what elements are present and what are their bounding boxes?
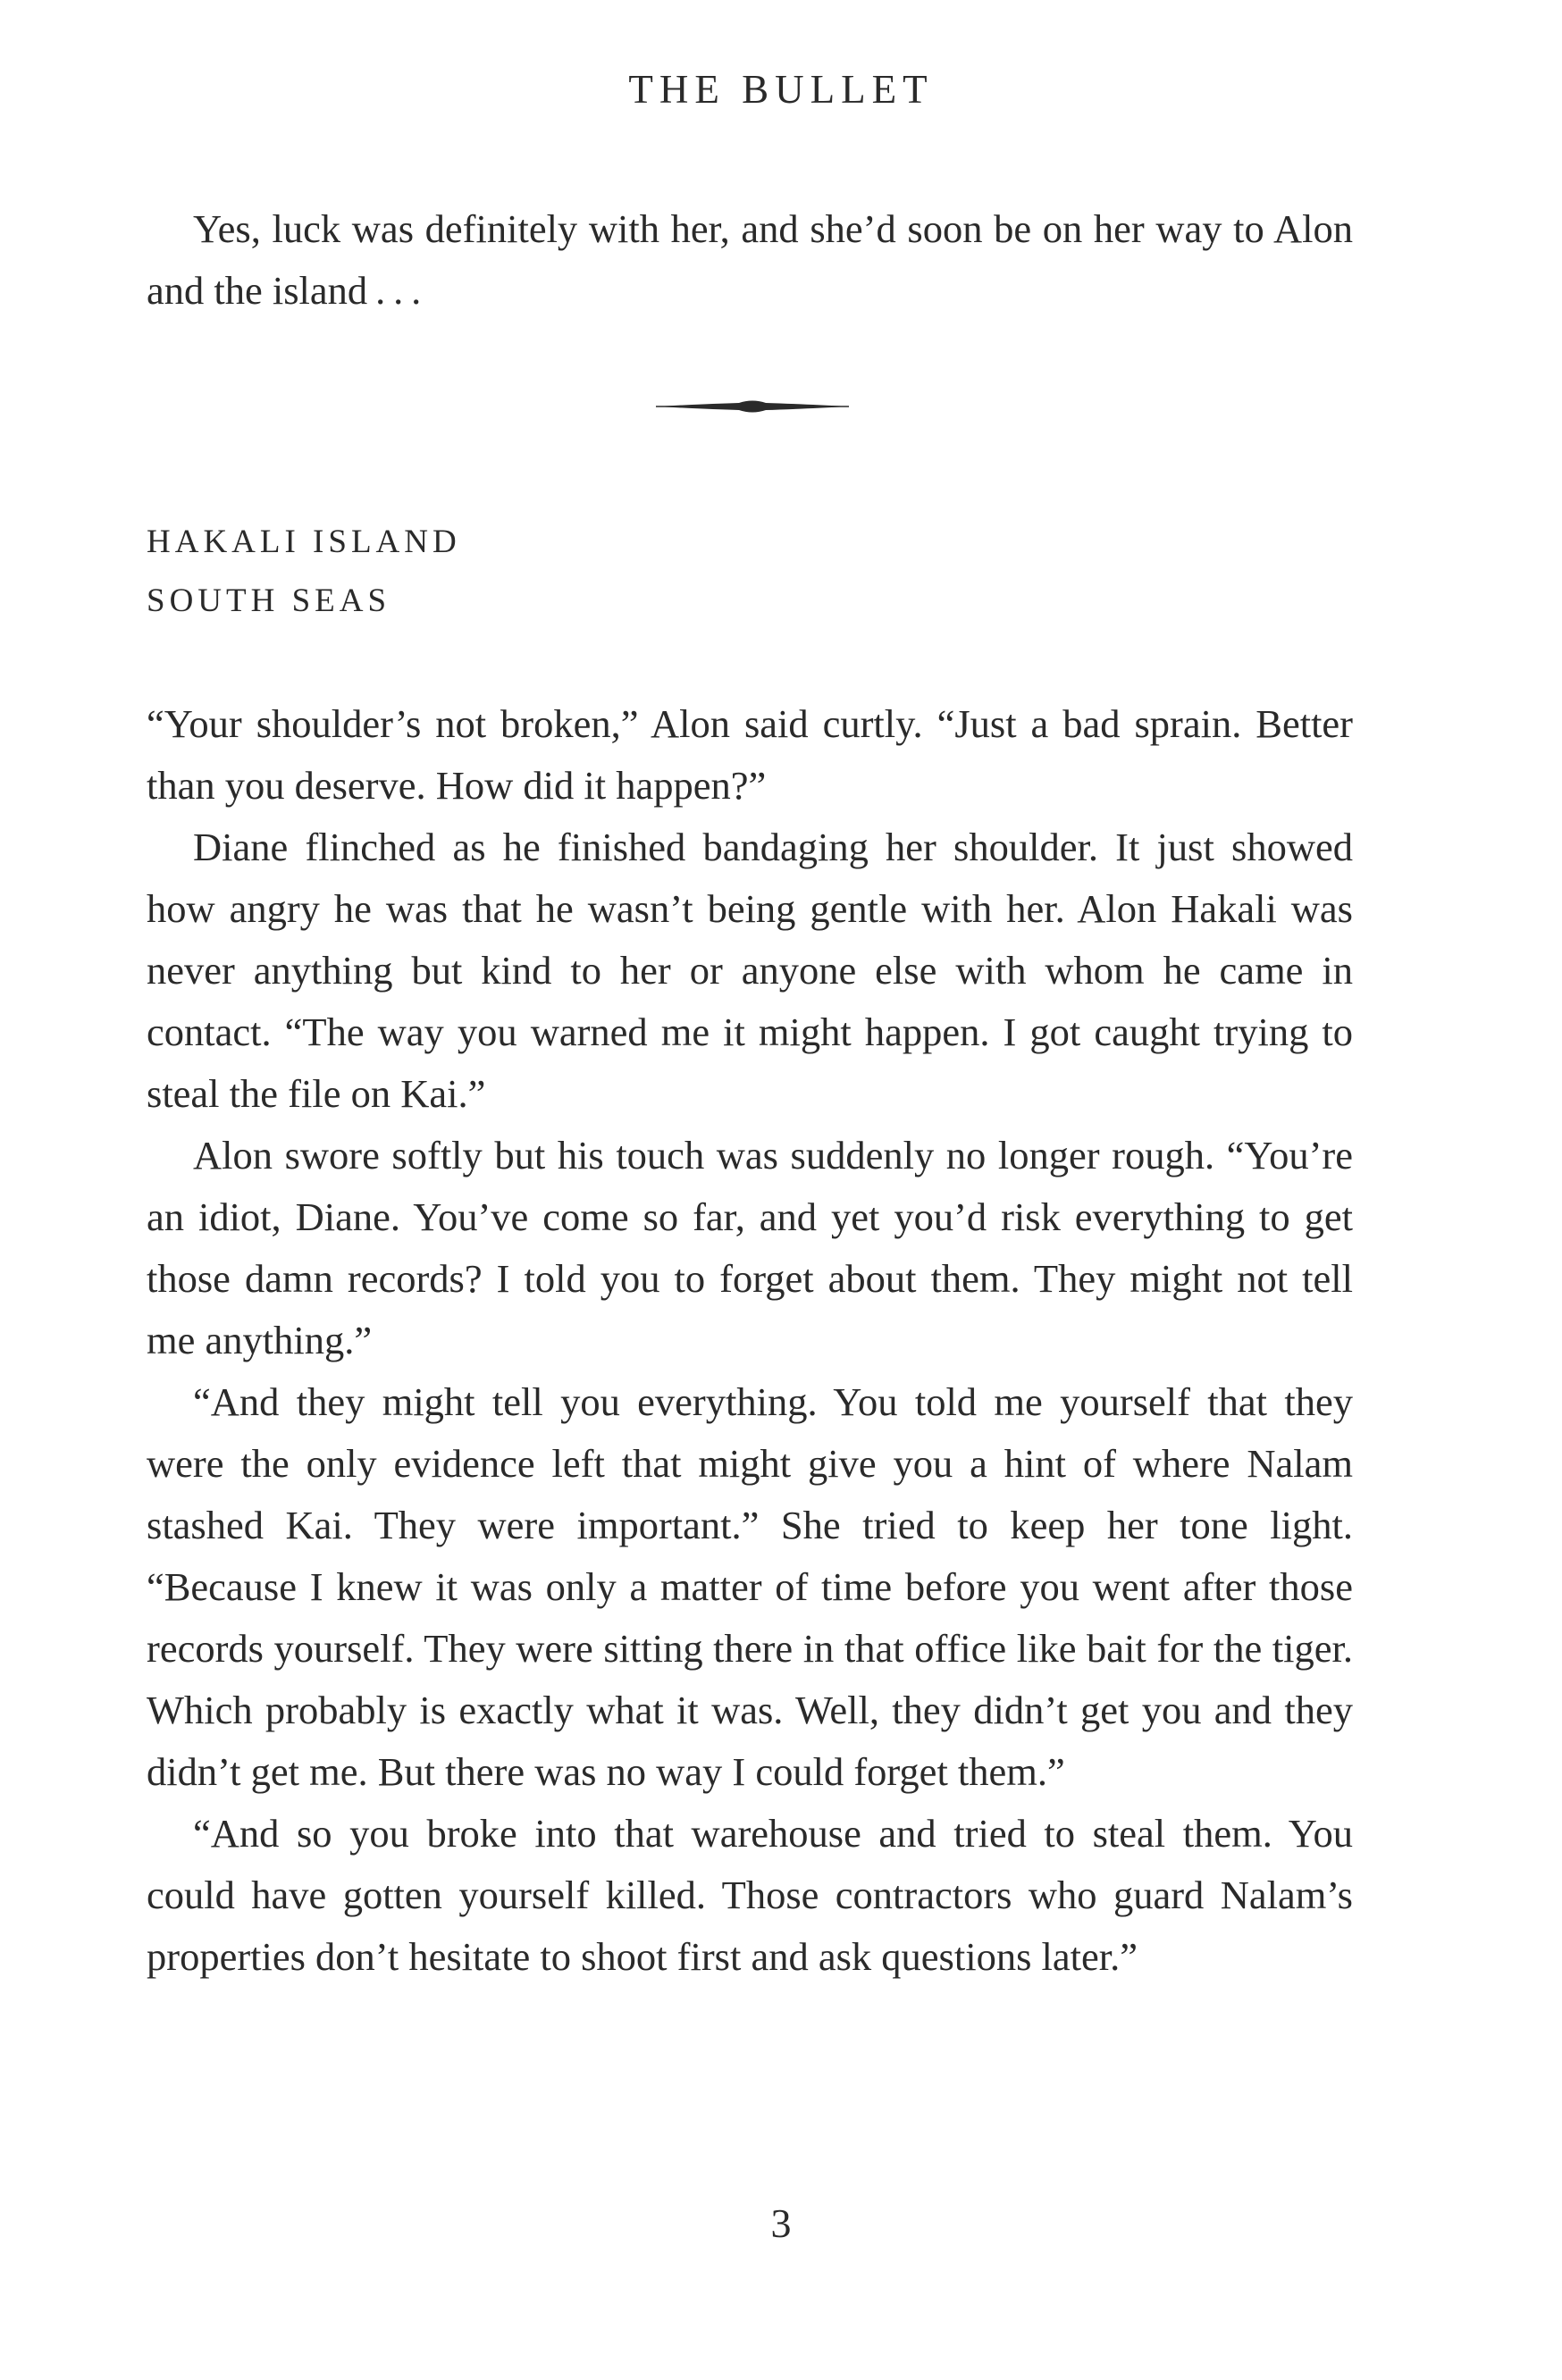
- dateline: [147, 513, 461, 631]
- dateline-region: SOUTH SEAS: [147, 582, 391, 619]
- opening-text: [147, 198, 1353, 322]
- paragraph: Diane flinched as he finished bandaging her shoulder. It just showed how angry he was that he wasn’t being gentle with her. Alon Hakali was never anything but kind to her or anyone else with whom he came in contact. “The way you warned me it might happen. I got caught trying to steal the file on Kai.”: [147, 825, 1353, 1116]
- paragraph: “Your shoulder’s not broken,” Alon said curtly. “Just a bad sprain. Better than you deserve. How did it happen?”: [147, 701, 1353, 808]
- body-text: [147, 693, 1353, 1988]
- page-number: 3: [770, 2200, 792, 2246]
- dateline-location: HAKALI ISLAND: [147, 524, 461, 560]
- paragraph: “And so you broke into that warehouse and tried to steal them. You could have gotten yourself killed. Those contractors who guard Nalam’s properties don’t hesitate to shoot first and ask questions later.”: [147, 1811, 1353, 1979]
- paragraph: Alon swore softly but his touch was suddenly no longer rough. “You’re an idiot, Diane. You’ve come so far, and yet you’d risk everything to get those damn records? I told you to forget about them. They might not tell me anything.”: [147, 1133, 1353, 1362]
- section-break-ornament-icon: [654, 393, 851, 420]
- paragraph: “And they might tell you everything. You told me yourself that they were the only evidence left that might give you a hint of where Nalam stashed Kai. They were important.” She tried to keep her tone light. “Because I knew it was only a matter of time before you went after those records yourself. They were sitting there in that office like bait for the tiger. Which probably is exactly what it was. Well, they didn’t get you and they didn’t get me. But there was no way I could forget them.”: [147, 1379, 1353, 1794]
- running-head: THE BULLET: [628, 67, 934, 112]
- opening-paragraph: Yes, luck was definitely with her, and she’d soon be on her way to Alon and the island . . .: [147, 206, 1353, 313]
